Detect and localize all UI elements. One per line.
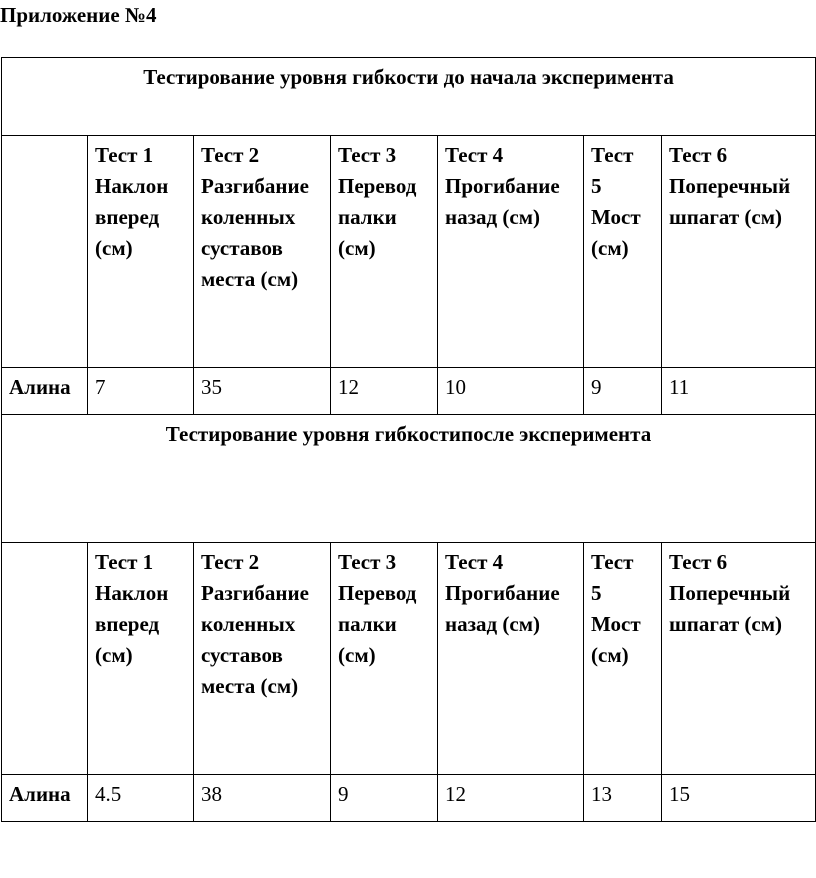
test-header-line: Тест 6 <box>669 143 728 167</box>
blank-corner-cell <box>2 136 88 368</box>
test-header-line: коленных <box>201 612 296 636</box>
test-header-line: коленных <box>201 205 296 229</box>
test-result-value: 35 <box>194 368 331 415</box>
test-header-cell <box>88 136 194 368</box>
test-header-line: 5 <box>591 174 602 198</box>
flexibility-table <box>1 57 816 822</box>
test-header-row <box>2 543 816 775</box>
blank-corner-cell <box>2 543 88 775</box>
test-header-line: 5 <box>591 581 602 605</box>
test-header-line: Наклон <box>95 174 169 198</box>
test-header-line: вперед <box>95 205 160 229</box>
test-header-cell <box>438 543 584 775</box>
test-result-value: 15 <box>662 775 816 822</box>
test-header-line: (см) <box>338 236 376 260</box>
table-row <box>2 775 816 822</box>
test-header-line: Перевод <box>338 174 417 198</box>
test-result-value: 11 <box>662 368 816 415</box>
test-header-cell <box>662 136 816 368</box>
test-header-line: Поперечный <box>669 581 791 605</box>
test-result-value: 4.5 <box>88 775 194 822</box>
test-header-line: места (см) <box>201 674 299 698</box>
appendix-heading: Приложение №4 <box>0 3 157 27</box>
test-header-row <box>2 136 816 368</box>
test-header-line: Тест 2 <box>201 550 260 574</box>
test-header-cell <box>662 543 816 775</box>
participant-name: Алина <box>2 368 88 415</box>
test-result-value: 9 <box>584 368 662 415</box>
test-header-line: шпагат (см) <box>669 205 782 229</box>
table-row <box>2 368 816 415</box>
test-header-line: Разгибание <box>201 581 309 605</box>
test-header-cell <box>331 136 438 368</box>
test-header-line: Тест 4 <box>445 550 504 574</box>
test-header-cell <box>194 136 331 368</box>
test-result-value: 10 <box>438 368 584 415</box>
test-header-line: Тест 4 <box>445 143 504 167</box>
test-header-line: Тест 6 <box>669 550 728 574</box>
test-header-line: (см) <box>95 236 133 260</box>
test-header-line: Тест 3 <box>338 550 397 574</box>
section-title: Тестирование уровня гибкостипосле эксперимента <box>2 415 816 543</box>
test-header-cell <box>331 543 438 775</box>
test-result-value: 7 <box>88 368 194 415</box>
test-header-line: Тест 1 <box>95 550 154 574</box>
test-header-line: палки <box>338 205 397 229</box>
test-header-line: Тест <box>591 550 634 574</box>
test-header-line: (см) <box>95 643 133 667</box>
test-header-line: суставов <box>201 236 283 260</box>
section-title: Тестирование уровня гибкости до начала эксперимента <box>2 58 816 136</box>
section-title-row <box>2 58 816 136</box>
test-header-line: Тест 3 <box>338 143 397 167</box>
test-header-line: суставов <box>201 643 283 667</box>
test-result-value: 12 <box>331 368 438 415</box>
test-header-line: Перевод <box>338 581 417 605</box>
test-header-line: (см) <box>591 236 629 260</box>
participant-name: Алина <box>2 775 88 822</box>
test-result-value: 38 <box>194 775 331 822</box>
test-header-line: Поперечный <box>669 174 791 198</box>
test-header-cell <box>194 543 331 775</box>
test-header-line: Тест 1 <box>95 143 154 167</box>
test-header-line: Тест 2 <box>201 143 260 167</box>
test-header-line: Прогибание <box>445 581 560 605</box>
test-header-line: назад (см) <box>445 612 541 636</box>
test-header-cell <box>438 136 584 368</box>
test-header-line: вперед <box>95 612 160 636</box>
test-header-line: (см) <box>591 643 629 667</box>
test-header-line: назад (см) <box>445 205 541 229</box>
test-header-line: шпагат (см) <box>669 612 782 636</box>
test-header-line: Разгибание <box>201 174 309 198</box>
test-header-line: места (см) <box>201 267 299 291</box>
test-header-line: Мост <box>591 612 641 636</box>
test-result-value: 13 <box>584 775 662 822</box>
test-header-line: (см) <box>338 643 376 667</box>
test-result-value: 12 <box>438 775 584 822</box>
test-header-line: Мост <box>591 205 641 229</box>
test-header-cell <box>584 136 662 368</box>
test-result-value: 9 <box>331 775 438 822</box>
test-header-line: палки <box>338 612 397 636</box>
test-header-cell <box>584 543 662 775</box>
test-header-line: Наклон <box>95 581 169 605</box>
test-header-cell <box>88 543 194 775</box>
test-header-line: Прогибание <box>445 174 560 198</box>
test-header-line: Тест <box>591 143 634 167</box>
section-title-row <box>2 415 816 543</box>
